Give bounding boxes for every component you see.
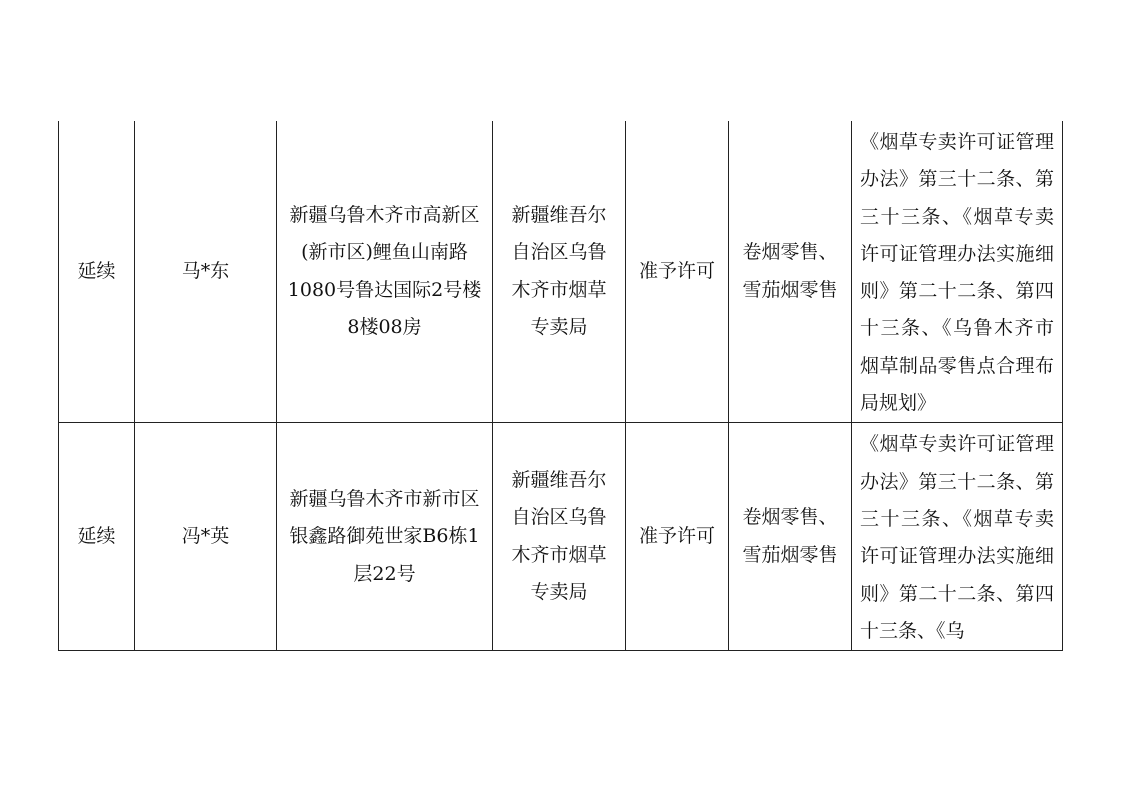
scope-text: 卷烟零售、雪茄烟零售 [742, 506, 838, 566]
address-cell [277, 121, 493, 423]
basis-cell [852, 121, 1063, 423]
permit-table [58, 121, 1063, 651]
basis-text: 《烟草专卖许可证管理办法》第三十二条、第三十三条、《烟草专卖许可证管理办法实施细则》第二十二条、第四十三条、《乌鲁木齐市烟草制品零售点合理布局规划》 [860, 131, 1054, 415]
decision-cell [626, 121, 729, 423]
decision-cell [626, 423, 729, 651]
address-text: 新疆乌鲁木齐市高新区(新市区)鲤鱼山南路1080号鲁达国际2号楼8楼08房 [287, 203, 482, 339]
table-row [59, 423, 1063, 651]
name-cell [135, 121, 277, 423]
scope-cell [729, 121, 852, 423]
name-text: 马*东 [181, 259, 230, 282]
type-cell [59, 423, 135, 651]
authority-text: 新疆维吾尔自治区乌鲁木齐市烟草专卖局 [511, 468, 607, 604]
type-text: 延续 [77, 525, 116, 548]
name-cell [135, 423, 277, 651]
name-text: 冯*英 [181, 525, 230, 548]
authority-cell [493, 423, 626, 651]
decision-text: 准予许可 [638, 525, 715, 548]
decision-text: 准予许可 [638, 259, 715, 282]
scope-cell [729, 423, 852, 651]
authority-text: 新疆维吾尔自治区乌鲁木齐市烟草专卖局 [511, 203, 607, 339]
authority-cell [493, 121, 626, 423]
basis-text: 《烟草专卖许可证管理办法》第三十二条、第三十三条、《烟草专卖许可证管理办法实施细则》第二十二条、第四十三条、《乌 [860, 433, 1054, 642]
address-text: 新疆乌鲁木齐市新市区银鑫路御苑世家B6栋1层22号 [289, 487, 480, 585]
scope-text: 卷烟零售、雪茄烟零售 [742, 241, 838, 301]
table-row [59, 121, 1063, 423]
basis-cell [852, 423, 1063, 651]
type-text: 延续 [77, 259, 116, 282]
address-cell [277, 423, 493, 651]
type-cell [59, 121, 135, 423]
